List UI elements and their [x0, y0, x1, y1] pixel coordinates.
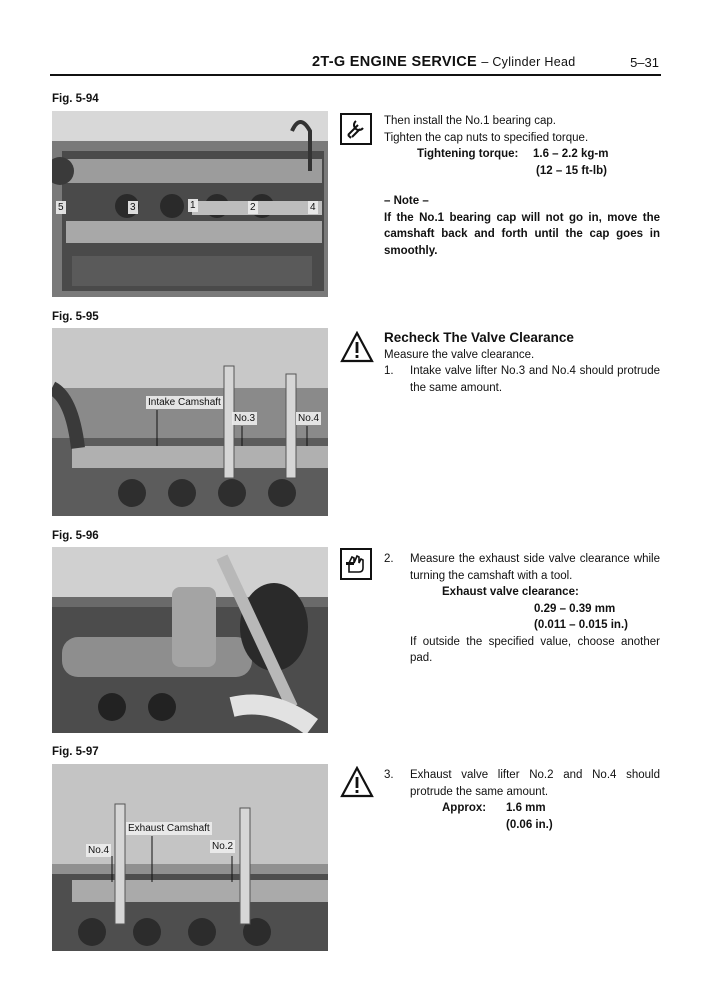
figure-label-96: Fig. 5-96	[52, 530, 99, 542]
section3-after-text: If outside the specified value, choose another pad.	[410, 635, 660, 664]
section2-title: Recheck The Valve Clearance	[384, 330, 574, 345]
hand-gauge-icon	[340, 548, 372, 580]
torque-wrench-icon	[340, 113, 372, 145]
section1-line2: Tighten the cap nuts to specified torque.	[384, 131, 589, 144]
figure-label-95: Fig. 5-95	[52, 311, 99, 323]
callout-exhaust-camshaft: Exhaust Camshaft	[128, 823, 210, 834]
torque-spec-value2: (12 – 15 ft-lb)	[536, 164, 607, 177]
section1-line1: Then install the No.1 bearing cap.	[384, 115, 556, 127]
section3-step	[384, 551, 660, 584]
clearance-spec-value2: (0.011 – 0.015 in.)	[534, 619, 628, 631]
callout-4: 4	[310, 202, 316, 213]
callout-intake-camshaft: Intake Camshaft	[148, 397, 221, 408]
section2-step-text: Intake valve lifter No.3 and No.4 should protrude the same amount.	[410, 365, 660, 394]
section3-step-num: 2.	[384, 553, 394, 565]
torque-spec-value1: 1.6 – 2.2 kg-m	[533, 148, 609, 160]
header-title-main: 2T-G ENGINE SERVICE	[312, 54, 477, 70]
engine-photo-97	[52, 764, 328, 951]
approx-spec-value2: (0.06 in.)	[506, 818, 553, 831]
section3-text	[384, 551, 660, 667]
note-text: If the No.1 bearing cap will not go in, move the camshaft back and forth until the cap goes in smoothly.	[384, 211, 660, 257]
figure-photo-94	[52, 111, 328, 297]
callout-2: 2	[250, 202, 256, 213]
engine-photo-95	[52, 328, 328, 516]
section4-step	[384, 767, 660, 800]
torque-spec-label: Tightening torque:	[417, 148, 519, 160]
callout-3: 3	[130, 202, 136, 213]
callout-no4: No.4	[298, 413, 320, 424]
approx-spec-row	[442, 800, 660, 817]
header-title	[312, 54, 575, 70]
page-number: 5–31	[630, 55, 659, 70]
callout-no4-exhaust: No.4	[88, 845, 110, 856]
approx-spec-value1: 1.6 mm	[506, 802, 546, 814]
figure-photo-96	[52, 547, 328, 733]
clearance-spec-value1: 0.29 – 0.39 mm	[534, 602, 616, 615]
section4-text	[384, 767, 660, 833]
section2-intro: Measure the valve clearance.	[384, 348, 535, 361]
figure-label-97: Fig. 5-97	[52, 746, 99, 758]
callout-no3: No.3	[234, 413, 256, 424]
torque-spec-row	[417, 146, 660, 163]
caution-triangle-icon	[340, 331, 374, 363]
header-subtitle: – Cylinder Head	[481, 55, 576, 69]
section2-step-num: 1.	[384, 365, 394, 377]
section1-text	[384, 113, 660, 259]
section2-step	[384, 363, 660, 396]
callout-no2: No.2	[212, 841, 234, 852]
section3-step-text: Measure the exhaust side valve clearance while turning the camshaft with a tool.	[410, 553, 660, 582]
caution-triangle-icon	[340, 766, 374, 798]
note-title: – Note –	[384, 195, 429, 207]
figure-photo-95	[52, 328, 328, 516]
engine-photo-96	[52, 547, 328, 733]
approx-spec-label: Approx:	[442, 802, 487, 814]
section4-step-text: Exhaust valve lifter No.2 and No.4 should protrude the same amount.	[410, 769, 660, 798]
callout-5: 5	[58, 202, 64, 213]
page-header	[50, 52, 661, 76]
section4-step-num: 3.	[384, 769, 394, 781]
section2-text	[384, 330, 660, 396]
clearance-spec-label: Exhaust valve clearance:	[442, 586, 579, 598]
callout-1: 1	[190, 200, 196, 211]
figure-photo-97	[52, 764, 328, 951]
figure-label-94: Fig. 5-94	[52, 93, 99, 105]
